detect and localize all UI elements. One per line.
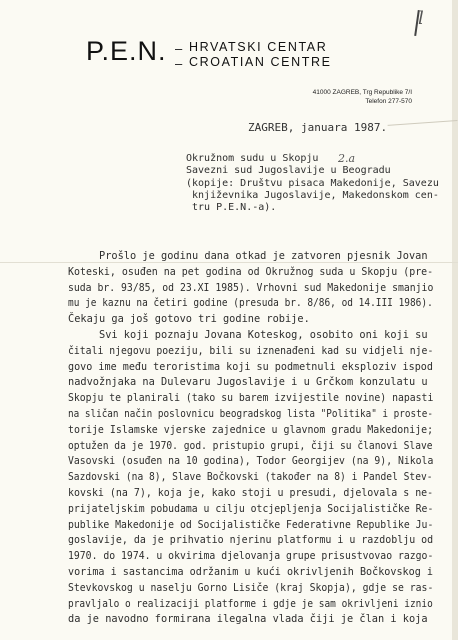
body-line: na sličan način poslovnicu beogradskog lista "Politika" i proste- xyxy=(68,408,433,420)
corner-handwritten-mark: l xyxy=(418,8,424,29)
body-line: Čekaju ga još gotovo tri godine robije. xyxy=(68,313,310,326)
recipient-line: (kopije: Društvu pisaca Makedonije, Savezu xyxy=(186,177,439,189)
body-line: pravljalo o realizaciji platforme i gdje je sam okrivljeni iznio xyxy=(68,597,433,610)
body-line: prijateljskim pobudama u cilju otcjepljenja Socijalističke Re- xyxy=(68,502,434,515)
body-line: Sazdovski (na 8), Slave Bočkovski (također na 8) i Pandel Stev- xyxy=(68,471,433,484)
body-line: Stevkovskog u naselju Gorno Lisiče (kraj Skopja), gdje se ras- xyxy=(68,581,434,594)
body-line: 1970. do 1974. u okvirima djelovanja grupe prisustvovao razgo- xyxy=(68,550,434,563)
body-line: suda br. 93/85, od 23.XI 1985). Vrhovni sud Makedonije smanjio xyxy=(68,281,434,294)
recipient-line: tru P.E.N.-a). xyxy=(186,202,277,214)
body-line: da je navodno formirana ilegalna vlada čiji je član i koja xyxy=(68,613,428,626)
body-line: goslavije, da je prihvatio njerinu platformu i u razdoblju od xyxy=(68,534,434,547)
body-line: optužen da je 1970. god. pristupio grupi, čiji su članovi Slave xyxy=(68,439,433,452)
pen-logo: P.E.N. xyxy=(86,36,167,66)
date-line: ZAGREB, januara 1987. xyxy=(248,121,388,134)
body-line: Skopju te planirali (tako su barem izvijestile novine) napasti xyxy=(68,392,434,405)
paper-tear xyxy=(388,120,458,142)
recipient-line: Okružnom sudu u Skopju xyxy=(186,153,319,164)
letterhead-phone: Telefon 277-570 xyxy=(365,98,412,105)
letterhead-address: 41000 ZAGREB, Trg Republike 7/I xyxy=(312,89,412,96)
recipient-line: Savezni sud Jugoslavije u Beogradu xyxy=(186,165,391,177)
body-line: nadvožnjaka na Dulevaru Jugoslavije i u Grčkom konzulatu u xyxy=(68,376,428,389)
paper-edge xyxy=(452,0,458,640)
recipient-handwritten-note: 2.a xyxy=(338,152,356,165)
letterhead-dash-1: – xyxy=(175,41,183,56)
body-line: čitali njegovu poeziju, bili su iznenađeni kad su vidjeli nje- xyxy=(68,344,434,357)
body-line: Svi koji poznaju Jovana Koteskog, osobito oni koji su xyxy=(68,329,428,341)
recipient-line: književnika Jugoslavije, Makedonskom cen- xyxy=(186,189,439,201)
body-line: kovski (na 7), koja je, kako stoji u presudi, djelovala s ne- xyxy=(68,487,434,499)
body-line: publike Makedonije od Socijalističke Federativne Republike Ju- xyxy=(68,518,434,531)
letterhead-dash-2: – xyxy=(175,56,183,71)
body-line: Koteski, osuđen na pet godina od Okružnog suda u Skopju (pre- xyxy=(68,265,434,278)
body-line: Vasovski (osuđen na 10 godina), Todor Georgijev (na 9), Nikola xyxy=(68,455,434,468)
body-line: Prošlo je godinu dana otkad je zatvoren pjesnik Jovan xyxy=(68,250,428,262)
body-line: torije Islamske vjerske zajednice u glavnom gradu Makedonije; xyxy=(68,423,434,436)
body-line: mu je kaznu na četiri godine (presuda br. 8/86, od 14.III 1986). xyxy=(68,297,433,310)
body-line: govo ime među teroristima koji su podmetnuli eksploziv ispod xyxy=(68,360,433,373)
letterhead-line-2: CROATIAN CENTRE xyxy=(189,55,332,69)
paper-fold xyxy=(0,262,458,263)
body-line: vorima i sastancima održanim u kući okrivljenih Bočkovskog i xyxy=(68,566,433,578)
letterhead-line-1: HRVATSKI CENTAR xyxy=(189,40,328,54)
